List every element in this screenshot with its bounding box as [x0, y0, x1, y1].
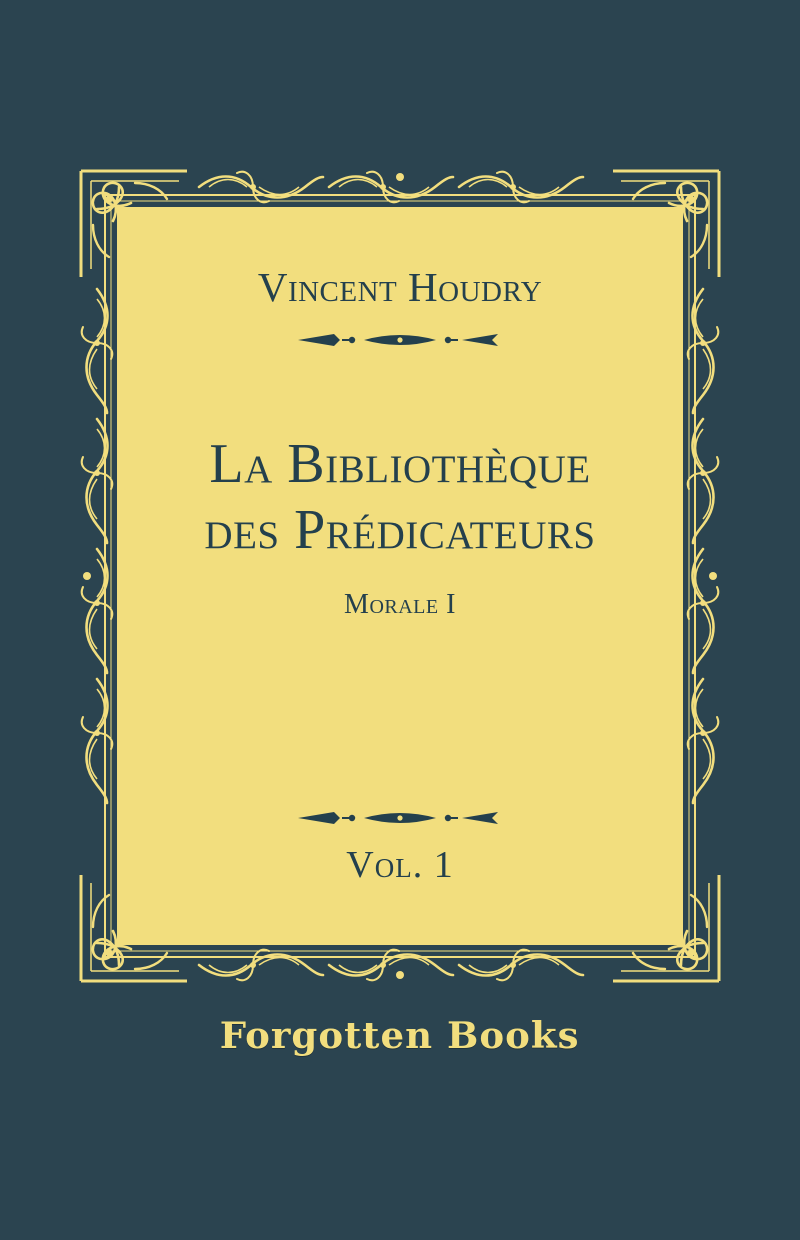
- volume-label: Vol. 1: [346, 844, 454, 886]
- title-panel: [117, 207, 683, 945]
- fleuron-divider-bottom-icon: [290, 805, 510, 831]
- book-subtitle: Morale I: [344, 589, 456, 621]
- book-title: La Bibliothèque des Prédicateurs: [204, 433, 596, 562]
- lower-text-block: [177, 789, 623, 887]
- fleuron-divider-top-icon: [290, 327, 510, 353]
- cover-panel: [75, 165, 725, 987]
- upper-text-block: [177, 225, 623, 621]
- publisher-logo: [0, 1015, 800, 1057]
- publisher-name: Forgotten Books: [220, 1015, 580, 1057]
- author-name: Vincent Houdry: [257, 264, 543, 310]
